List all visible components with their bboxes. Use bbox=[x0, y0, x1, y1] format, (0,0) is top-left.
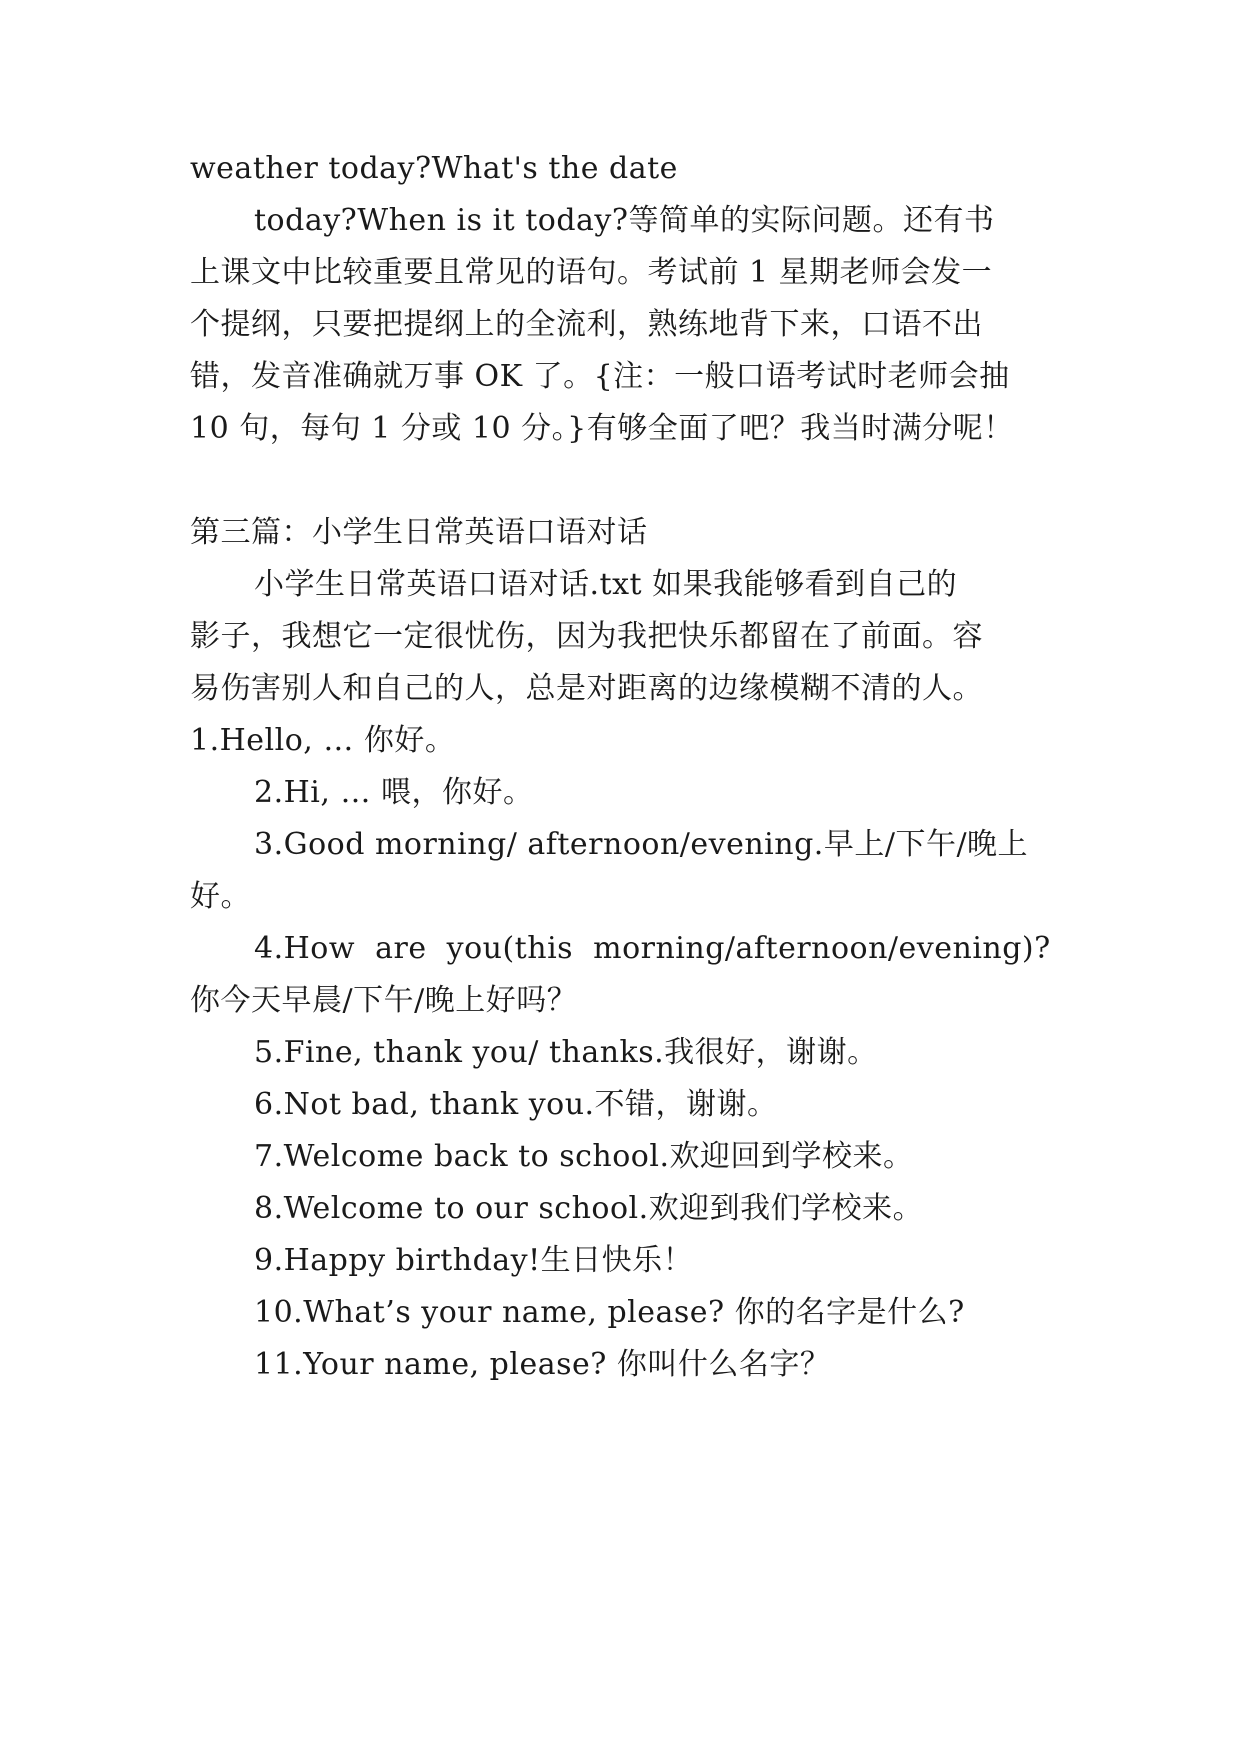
dialogue-item: 8.Welcome to our school.欢迎到我们学校来。 bbox=[254, 1191, 924, 1226]
section-title: 第三篇：小学生日常英语口语对话 bbox=[190, 515, 648, 550]
paragraph-line: weather today?What's the date bbox=[190, 151, 678, 186]
dialogue-item: 3.Good morning/ afternoon/evening.早上/下午/晚上 bbox=[254, 827, 1029, 862]
paragraph-line: 上课文中比较重要且常见的语句。考试前 1 星期老师会发一 bbox=[190, 255, 993, 290]
dialogue-item: 1.Hello, … 你好。 bbox=[190, 723, 456, 758]
dialogue-item: 4.How are you(this morning/afternoon/evening)? bbox=[254, 931, 1051, 966]
intro-line: 影子，我想它一定很忧伤，因为我把快乐都留在了前面。容 bbox=[190, 619, 983, 654]
dialogue-item: 7.Welcome back to school.欢迎回到学校来。 bbox=[254, 1139, 914, 1174]
dialogue-item: 5.Fine, thank you/ thanks.我很好，谢谢。 bbox=[254, 1035, 878, 1070]
dialogue-item: 10.What’s your name, please? 你的名字是什么? bbox=[254, 1295, 965, 1330]
intro-line: 易伤害别人和自己的人，总是对距离的边缘模糊不清的人。 bbox=[190, 671, 983, 706]
dialogue-item: 好。 bbox=[190, 879, 251, 914]
paragraph-line: 10 句，每句 1 分或 10 分。}有够全面了吧？我当时满分呢！ bbox=[190, 411, 1014, 446]
intro-line: 小学生日常英语口语对话.txt 如果我能够看到自己的 bbox=[254, 567, 958, 602]
dialogue-item: 你今天早晨/下午/晚上好吗？ bbox=[190, 983, 578, 1018]
dialogue-item: 9.Happy birthday!生日快乐！ bbox=[254, 1243, 694, 1278]
paragraph-line: 个提纲，只要把提纲上的全流利，熟练地背下来，口语不出 bbox=[190, 307, 983, 342]
dialogue-item: 11.Your name, please? 你叫什么名字？ bbox=[254, 1347, 831, 1382]
dialogue-item: 2.Hi, … 喂，你好。 bbox=[254, 775, 534, 810]
dialogue-item: 6.Not bad, thank you.不错，谢谢。 bbox=[254, 1087, 778, 1122]
paragraph-line: 错，发音准确就万事 OK 了。{注：一般口语考试时老师会抽 bbox=[190, 359, 1010, 394]
paragraph-line: today?When is it today?等简单的实际问题。还有书 bbox=[254, 203, 995, 238]
